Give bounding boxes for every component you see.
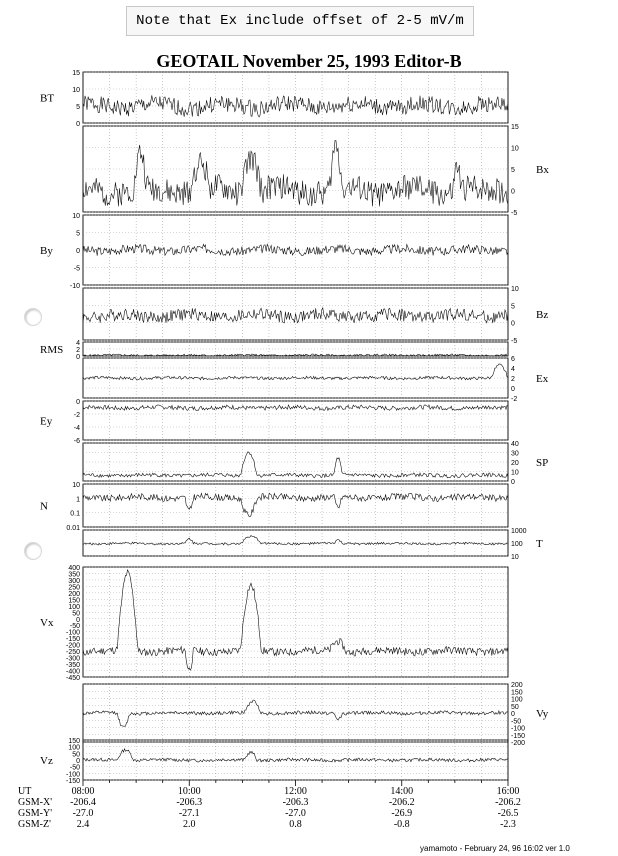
tick-label-vx: -400	[65, 668, 80, 676]
tick-label-ex: 0	[511, 386, 515, 393]
tick-label-n: 0.01	[66, 525, 80, 532]
plot-title: GEOTAIL November 25, 1993 Editor-B	[156, 51, 462, 71]
ephem-value: -206.3	[176, 797, 203, 808]
tick-label-vy: 100	[511, 696, 523, 704]
ephem-value: 08:00	[71, 786, 95, 797]
tick-label-vx: -200	[65, 642, 80, 650]
panel-label-ey: Ey	[40, 415, 53, 428]
ephem-value: 2.0	[183, 819, 196, 830]
tick-label-rms: 0	[76, 354, 80, 361]
panel-label-bz: Bz	[536, 309, 549, 321]
ephem-label-gsmz: GSM-Z'	[18, 819, 51, 830]
panel-label-rms: RMS	[40, 344, 64, 356]
ephem-value: -27.0	[285, 808, 306, 819]
tick-label-vx: 300	[68, 577, 80, 585]
tick-label-n: 0.1	[70, 510, 80, 518]
tick-label-vz: 100	[68, 744, 80, 752]
tick-label-vx: -350	[65, 662, 80, 670]
series-line-vx	[83, 570, 508, 670]
ephem-value: 16:00	[496, 786, 520, 797]
ephem-value: -26.9	[391, 808, 413, 819]
tick-label-by: -10	[69, 283, 80, 290]
ephem-label-ut: UT	[18, 786, 32, 797]
ephem-value: -206.4	[70, 797, 96, 808]
panel-label-ex: Ex	[536, 373, 549, 385]
tick-label-n: 1	[76, 496, 80, 504]
ephem-value: 2.4	[76, 819, 90, 830]
panel-label-bt: BT	[40, 92, 55, 105]
ephem-value: 10:00	[177, 786, 201, 797]
tick-label-by: 5	[76, 230, 80, 238]
ephem-value: -27.0	[72, 808, 94, 819]
tick-label-vx: -300	[65, 655, 80, 663]
tick-label-vy: -150	[511, 732, 526, 740]
tick-label-rms: 4	[76, 340, 80, 347]
ephem-label-gsmx: GSM-X'	[18, 797, 53, 808]
tick-label-ex: -2	[511, 396, 518, 403]
tick-label-vx: 100	[68, 603, 80, 611]
tick-label-vy: 150	[511, 689, 523, 697]
tick-label-by: 10	[72, 213, 80, 220]
tick-label-vx: 400	[68, 565, 80, 572]
tick-label-rms: 2	[76, 347, 80, 354]
tick-label-bz: 5	[511, 303, 515, 311]
tick-label-sp: 30	[511, 450, 519, 458]
tick-label-ex: 6	[511, 356, 515, 363]
tick-label-vx: 200	[68, 590, 80, 598]
ephem-value: -2.3	[500, 819, 516, 830]
tick-label-bz: 10	[511, 286, 519, 293]
tick-label-vz: -150	[65, 778, 80, 785]
tick-label-vx: -50	[69, 623, 80, 631]
tick-label-bt: 15	[72, 70, 80, 77]
offset-note: Note that Ex include offset of 2-5 mV/m	[126, 6, 474, 36]
ephem-value: 0.8	[289, 819, 302, 830]
tick-label-vy: 50	[511, 703, 519, 711]
tick-label-bx: 15	[511, 124, 519, 131]
tick-label-vx: 250	[68, 584, 80, 592]
tick-label-bz: -5	[511, 338, 518, 345]
tick-label-vx: -150	[65, 636, 80, 644]
series-line-bz	[83, 308, 508, 323]
tick-label-ex: 4	[511, 366, 515, 373]
panel-label-by: By	[40, 245, 53, 257]
ephem-value: 14:00	[390, 786, 414, 797]
tick-label-by: 0	[76, 248, 80, 255]
tick-label-bt: 0	[76, 121, 80, 128]
tick-label-vz: 150	[68, 738, 80, 745]
tick-label-by: -5	[73, 265, 80, 273]
tick-label-vz: -100	[65, 771, 80, 779]
series-line-ex	[83, 364, 508, 380]
tick-label-sp: 40	[511, 441, 519, 448]
tick-label-bx: -5	[511, 210, 518, 217]
tick-label-vy: -100	[511, 725, 526, 733]
footer-credit: yamamoto - February 24, 96 16:02 ver 1.0	[420, 844, 570, 853]
tick-label-bx: 10	[511, 145, 519, 153]
tick-label-ey: -4	[73, 425, 80, 432]
tick-label-ey: 0	[76, 399, 80, 406]
tick-label-sp: 0	[511, 479, 515, 486]
panel-label-sp: SP	[536, 457, 549, 469]
tick-label-vx: 150	[68, 597, 80, 605]
tick-label-vx: 350	[68, 571, 80, 579]
panel-label-n: N	[40, 500, 48, 513]
tick-label-sp: 20	[511, 460, 519, 467]
ephem-value: -27.1	[178, 808, 200, 819]
tick-label-vy: -200	[511, 740, 526, 747]
ephem-value: -206.3	[282, 797, 309, 808]
tick-label-t: 100	[511, 541, 523, 548]
tick-label-vz: 50	[72, 751, 80, 759]
tick-label-ex: 2	[511, 376, 515, 383]
tick-label-bz: 0	[511, 320, 515, 328]
tick-label-vx: 50	[72, 610, 80, 618]
panel-label-bx: Bx	[536, 164, 549, 176]
tick-label-bt: 10	[72, 87, 80, 94]
tick-label-vx: 0	[76, 616, 80, 624]
tick-label-vz: -50	[69, 764, 80, 772]
tick-label-bx: 5	[511, 167, 515, 174]
ephem-value: 12:00	[284, 786, 307, 797]
tick-label-bx: 0	[511, 188, 515, 196]
tick-label-t: 10	[511, 554, 519, 561]
tick-label-vy: -50	[511, 718, 522, 726]
tick-label-vz: 0	[76, 758, 80, 765]
tick-label-vx: -100	[65, 629, 80, 637]
tick-label-n: 10	[72, 482, 80, 489]
tick-label-vy: 0	[511, 711, 515, 718]
ephem-value: -0.8	[393, 819, 410, 830]
tick-label-ey: -2	[73, 412, 80, 419]
tick-label-sp: 10	[511, 469, 519, 477]
tick-label-t: 1000	[511, 528, 527, 535]
ephem-value: -206.2	[495, 797, 521, 808]
ephem-label-gsmy: GSM-Y'	[18, 808, 53, 819]
panel-label-vy: Vy	[536, 708, 549, 720]
panel-label-vz: Vz	[40, 755, 53, 767]
ephem-value: -206.2	[388, 797, 415, 808]
tick-label-vx: -450	[65, 675, 80, 682]
tick-label-ey: -6	[73, 438, 80, 445]
ephem-value: -26.5	[497, 808, 519, 819]
tick-label-vx: -250	[65, 649, 80, 657]
panel-label-vx: Vx	[40, 617, 54, 629]
tick-label-bt: 5	[76, 104, 80, 111]
panel-label-t: T	[536, 538, 543, 550]
tick-label-vy: 200	[511, 682, 523, 689]
